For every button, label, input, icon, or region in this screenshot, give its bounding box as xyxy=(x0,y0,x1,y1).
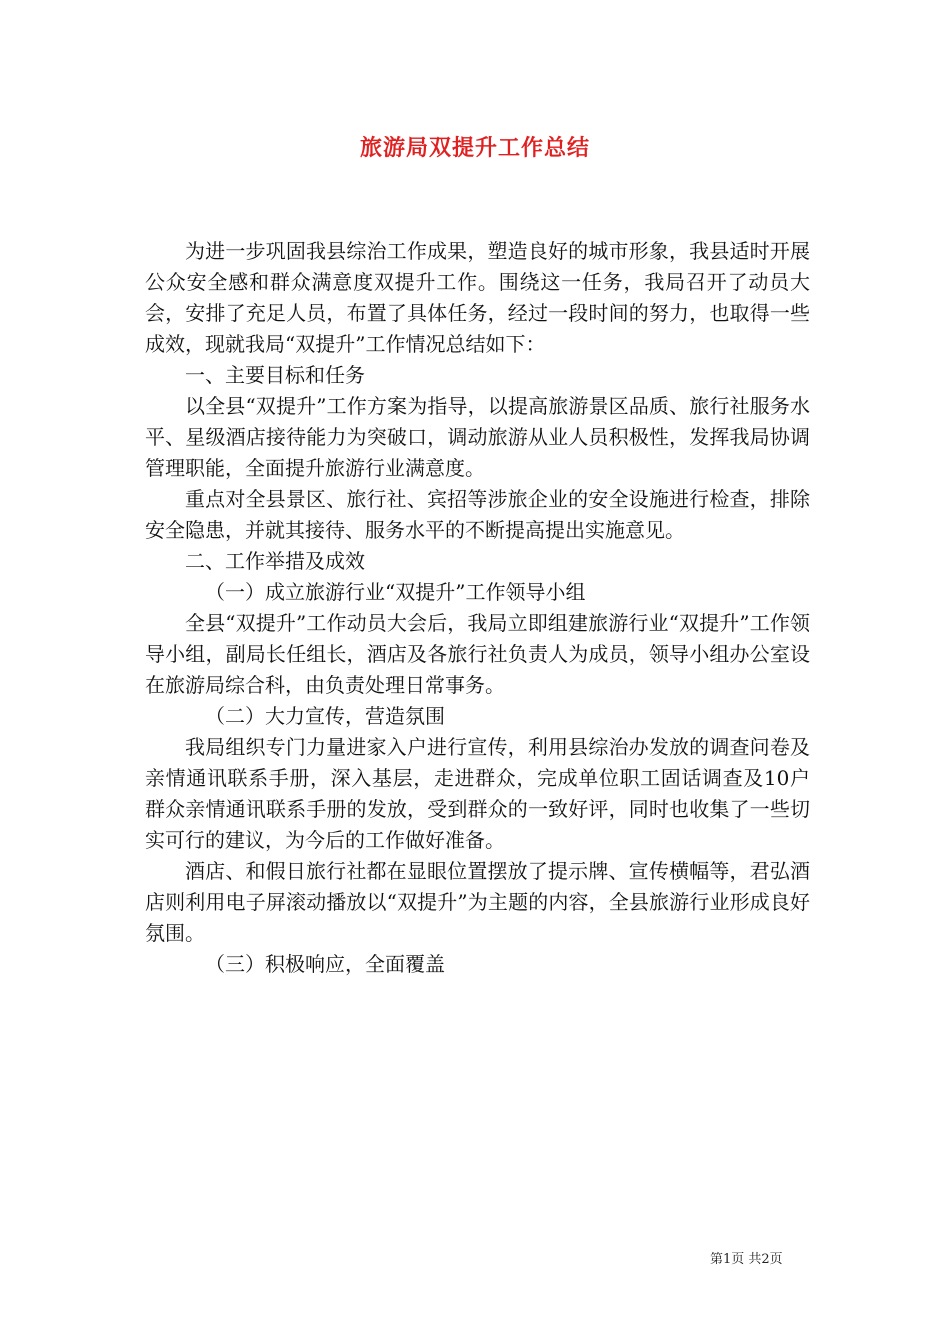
subsection-heading: （一）成立旅游行业“双提升”工作领导小组 xyxy=(205,580,586,604)
paragraph: 全县“双提升”工作动员大会后，我局立即组建旅游行业“双提升”工作领导小组，副局长任组长，酒店及各旅行社负责人为成员，领导小组办公室设在旅游局综合科，由负责处理日常事务。 xyxy=(145,611,810,697)
section-heading: 一、主要目标和任务 xyxy=(185,363,365,387)
paragraph: 重点对全县景区、旅行社、宾招等涉旅企业的安全设施进行检查，排除安全隐患，并就其接待、服务水平的不断提高提出实施意见。 xyxy=(145,487,810,542)
paragraph: 我局组织专门力量进家入户进行宣传，利用县综治办发放的调查问卷及亲情通讯联系手册，深入基层，走进群众，完成单位职工固话调查及10户群众亲情通讯联系手册的发放，受到群众的一致好评，同时也收集了一些切实可行的建议，为今后的工作做好准备。 xyxy=(145,735,810,852)
page-number-footer: 第1页 共2页 xyxy=(710,1252,783,1267)
paragraph: 为进一步巩固我县综治工作成果，塑造良好的城市形象，我县适时开展公众安全感和群众满意度双提升工作。围绕这一任务，我局召开了动员大会，安排了充足人员，布置了具体任务，经过一段时间的努力，也取得一些成效，现就我局“双提升”工作情况总结如下： xyxy=(145,239,810,356)
subsection-heading: （二）大力宣传，营造氛围 xyxy=(205,704,445,728)
paragraph: 酒店、和假日旅行社都在显眼位置摆放了提示牌、宣传横幅等，君弘酒店则利用电子屏滚动播放以“双提升”为主题的内容，全县旅游行业形成良好氛围。 xyxy=(145,859,810,945)
document-title: 旅游局双提升工作总结 xyxy=(359,135,590,161)
section-heading: 二、工作举措及成效 xyxy=(185,549,365,573)
subsection-heading: （三）积极响应，全面覆盖 xyxy=(205,952,445,976)
paragraph: 以全县“双提升”工作方案为指导，以提高旅游景区品质、旅行社服务水平、星级酒店接待能力为突破口，调动旅游从业人员积极性，发挥我局协调管理职能，全面提升旅游行业满意度。 xyxy=(145,394,810,480)
document-body xyxy=(145,236,810,980)
